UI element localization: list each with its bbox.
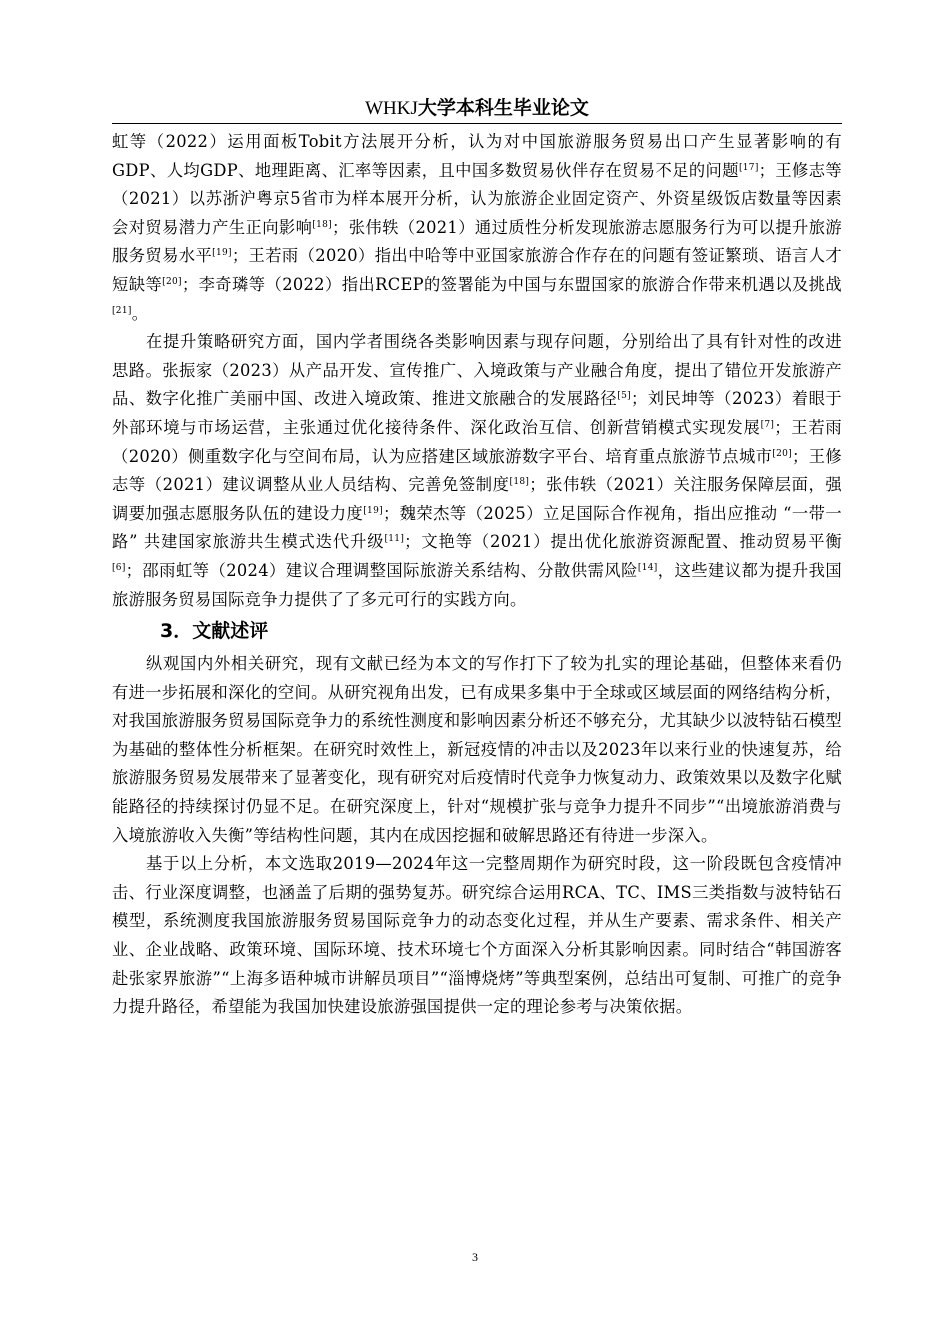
p1-text-3: ；张伟轶（2021）通过质性分析发现旅游志愿服务行为可以提升旅游服务贸易水平 xyxy=(112,217,842,266)
citation-ref: [18] xyxy=(509,477,530,488)
citation-ref: [11] xyxy=(384,534,405,545)
citation-ref: [7] xyxy=(760,419,775,430)
p1-text-2: ；王修志等（2021）以苏浙沪粤京5省市为样本展开分析，认为旅游企业固定资产、外资星级饭店数量等因素会对贸易潜力产生正向影响 xyxy=(112,160,842,237)
header-left-text: WHKJ xyxy=(365,98,418,119)
p1-text-5: ；李奇璘等（2022）指出RCEP的签署能为中国与东盟国家的旅游合作带来机遇以及挑战 xyxy=(181,274,842,294)
page-number: 3 xyxy=(472,1250,478,1264)
citation-ref: [6] xyxy=(112,562,126,573)
p2-text-5: ；张伟轶（2021）关注服务保障层面，强调要加强志愿服务队伍的建设力度 xyxy=(112,475,843,523)
citation-ref: [5] xyxy=(617,391,631,402)
p2-text-9: ，这些建议都为提升我国旅游服务贸易国际竞争力提供了了多元可行的实践方向。 xyxy=(112,560,842,609)
section-heading-literature-review: 3．文献述评 xyxy=(160,620,269,643)
p2-text-7: ；文艳等（2021）提出优化旅游资源配置、推动贸易平衡 xyxy=(404,532,842,552)
p2-text-2: ；刘民坤等（2023）着眼于外部环境与市场运营，主张通过优化接待条件、深化政治互信、创新营销模式实现发展 xyxy=(112,389,842,437)
p1-text-4: ；王若雨（2020）指出中哈等中亚国家旅游合作存在的问题有签证繁琐、语言人才短缺等 xyxy=(112,246,842,294)
header-title: 大学本科生毕业论文 xyxy=(417,97,589,119)
header-rule xyxy=(112,123,842,124)
citation-ref: [17] xyxy=(738,162,759,173)
page-body xyxy=(112,128,842,1022)
citation-ref: [19] xyxy=(212,248,232,259)
p2-text-6: ；魏荣杰等（2025）立足国际合作视角，指出应推动 “一带一路” 共建国家旅游共生模式迭代升级 xyxy=(112,503,842,552)
p2-text-8: ；邵雨虹等（2024）建议合理调整国际旅游关系结构、分散供需风险 xyxy=(125,560,638,580)
paragraph-3: 纵观国内外相关研究，现有文献已经为本文的写作打下了较为扎实的理论基础，但整体来看仍有进一步拓展和深化的空间。从研究视角出发，已有成果多集中于全球或区域层面的网络结构分析，对我国旅游服务贸易国际竞争力的系统性测度和影响因素分析还不够充分，尤其缺少以波特钻石模型为基础的整体性分析框架。在研究时效性上，新冠疫情的冲击以及2023年以来行业的快速复苏，给旅游服务贸易发展带来了显著变化，现有研究对后疫情时代竞争力恢复动力、政策效果以及数字化赋能路径的持续探讨仍显不足。在研究深度上，针对“规模扩张与竞争力提升不同步”“出境旅游消费与入境旅游收入失衡”等结构性问题，其内在成因挖掘和破解思路还有待进一步深入。 xyxy=(112,654,842,845)
p1-text-1: 虹等（2022）运用面板Tobit方法展开分析，认为对中国旅游服务贸易出口产生显著影响的有GDP、人均GDP、地理距离、汇率等因素，且中国多数贸易伙伴存在贸易不足的问题 xyxy=(112,132,842,180)
citation-ref: [18] xyxy=(312,219,332,230)
citation-ref: [21] xyxy=(112,305,132,316)
page-header xyxy=(112,96,842,121)
p2-text-3: ；王若雨（2020）侧重数字化与空间布局，认为应搭建区域旅游数字平台、培育重点旅游节点城市 xyxy=(112,417,843,466)
citation-ref: [20] xyxy=(772,448,793,459)
paragraph-2 xyxy=(112,328,842,614)
p2-text-1: 在提升策略研究方面，国内学者围绕各类影响因素与现存问题，分别给出了具有针对性的改进思路。张振家（2023）从产品开发、宣传推广、入境政策与产业融合角度，提出了错位开发旅游产品、数字化推广美丽中国、改进入境政策、推进文旅融合的发展路径 xyxy=(112,332,842,409)
paragraph-1 xyxy=(112,128,842,328)
citation-ref: [19] xyxy=(363,505,383,516)
p1-text-6: 。 xyxy=(131,303,149,323)
p2-text-4: ；王修志等（2021）建议调整从业人员结构、完善免签制度 xyxy=(112,446,842,495)
citation-ref: [20] xyxy=(162,276,182,287)
paragraph-4: 基于以上分析，本文选取2019—2024年这一完整周期作为研究时段，这一阶段既包含疫情冲击、行业深度调整，也涵盖了后期的强势复苏。研究综合运用RCA、TC、IMS三类指数与波特钻石模型，系统测度我国旅游服务贸易国际竞争力的动态变化过程，并从生产要素、需求条件、相关产业、企业战略、政策环境、国际环境、技术环境七个方面深入分析其影响因素。同时结合“韩国游客赴张家界旅游”“上海多语种城市讲解员项目”“淄博烧烤”等典型案例，总结出可复制、可推广的竞争力提升路径，希望能为我国加快建设旅游强国提供一定的理论参考与决策依据。 xyxy=(112,854,842,1017)
citation-ref: [14] xyxy=(637,562,658,573)
